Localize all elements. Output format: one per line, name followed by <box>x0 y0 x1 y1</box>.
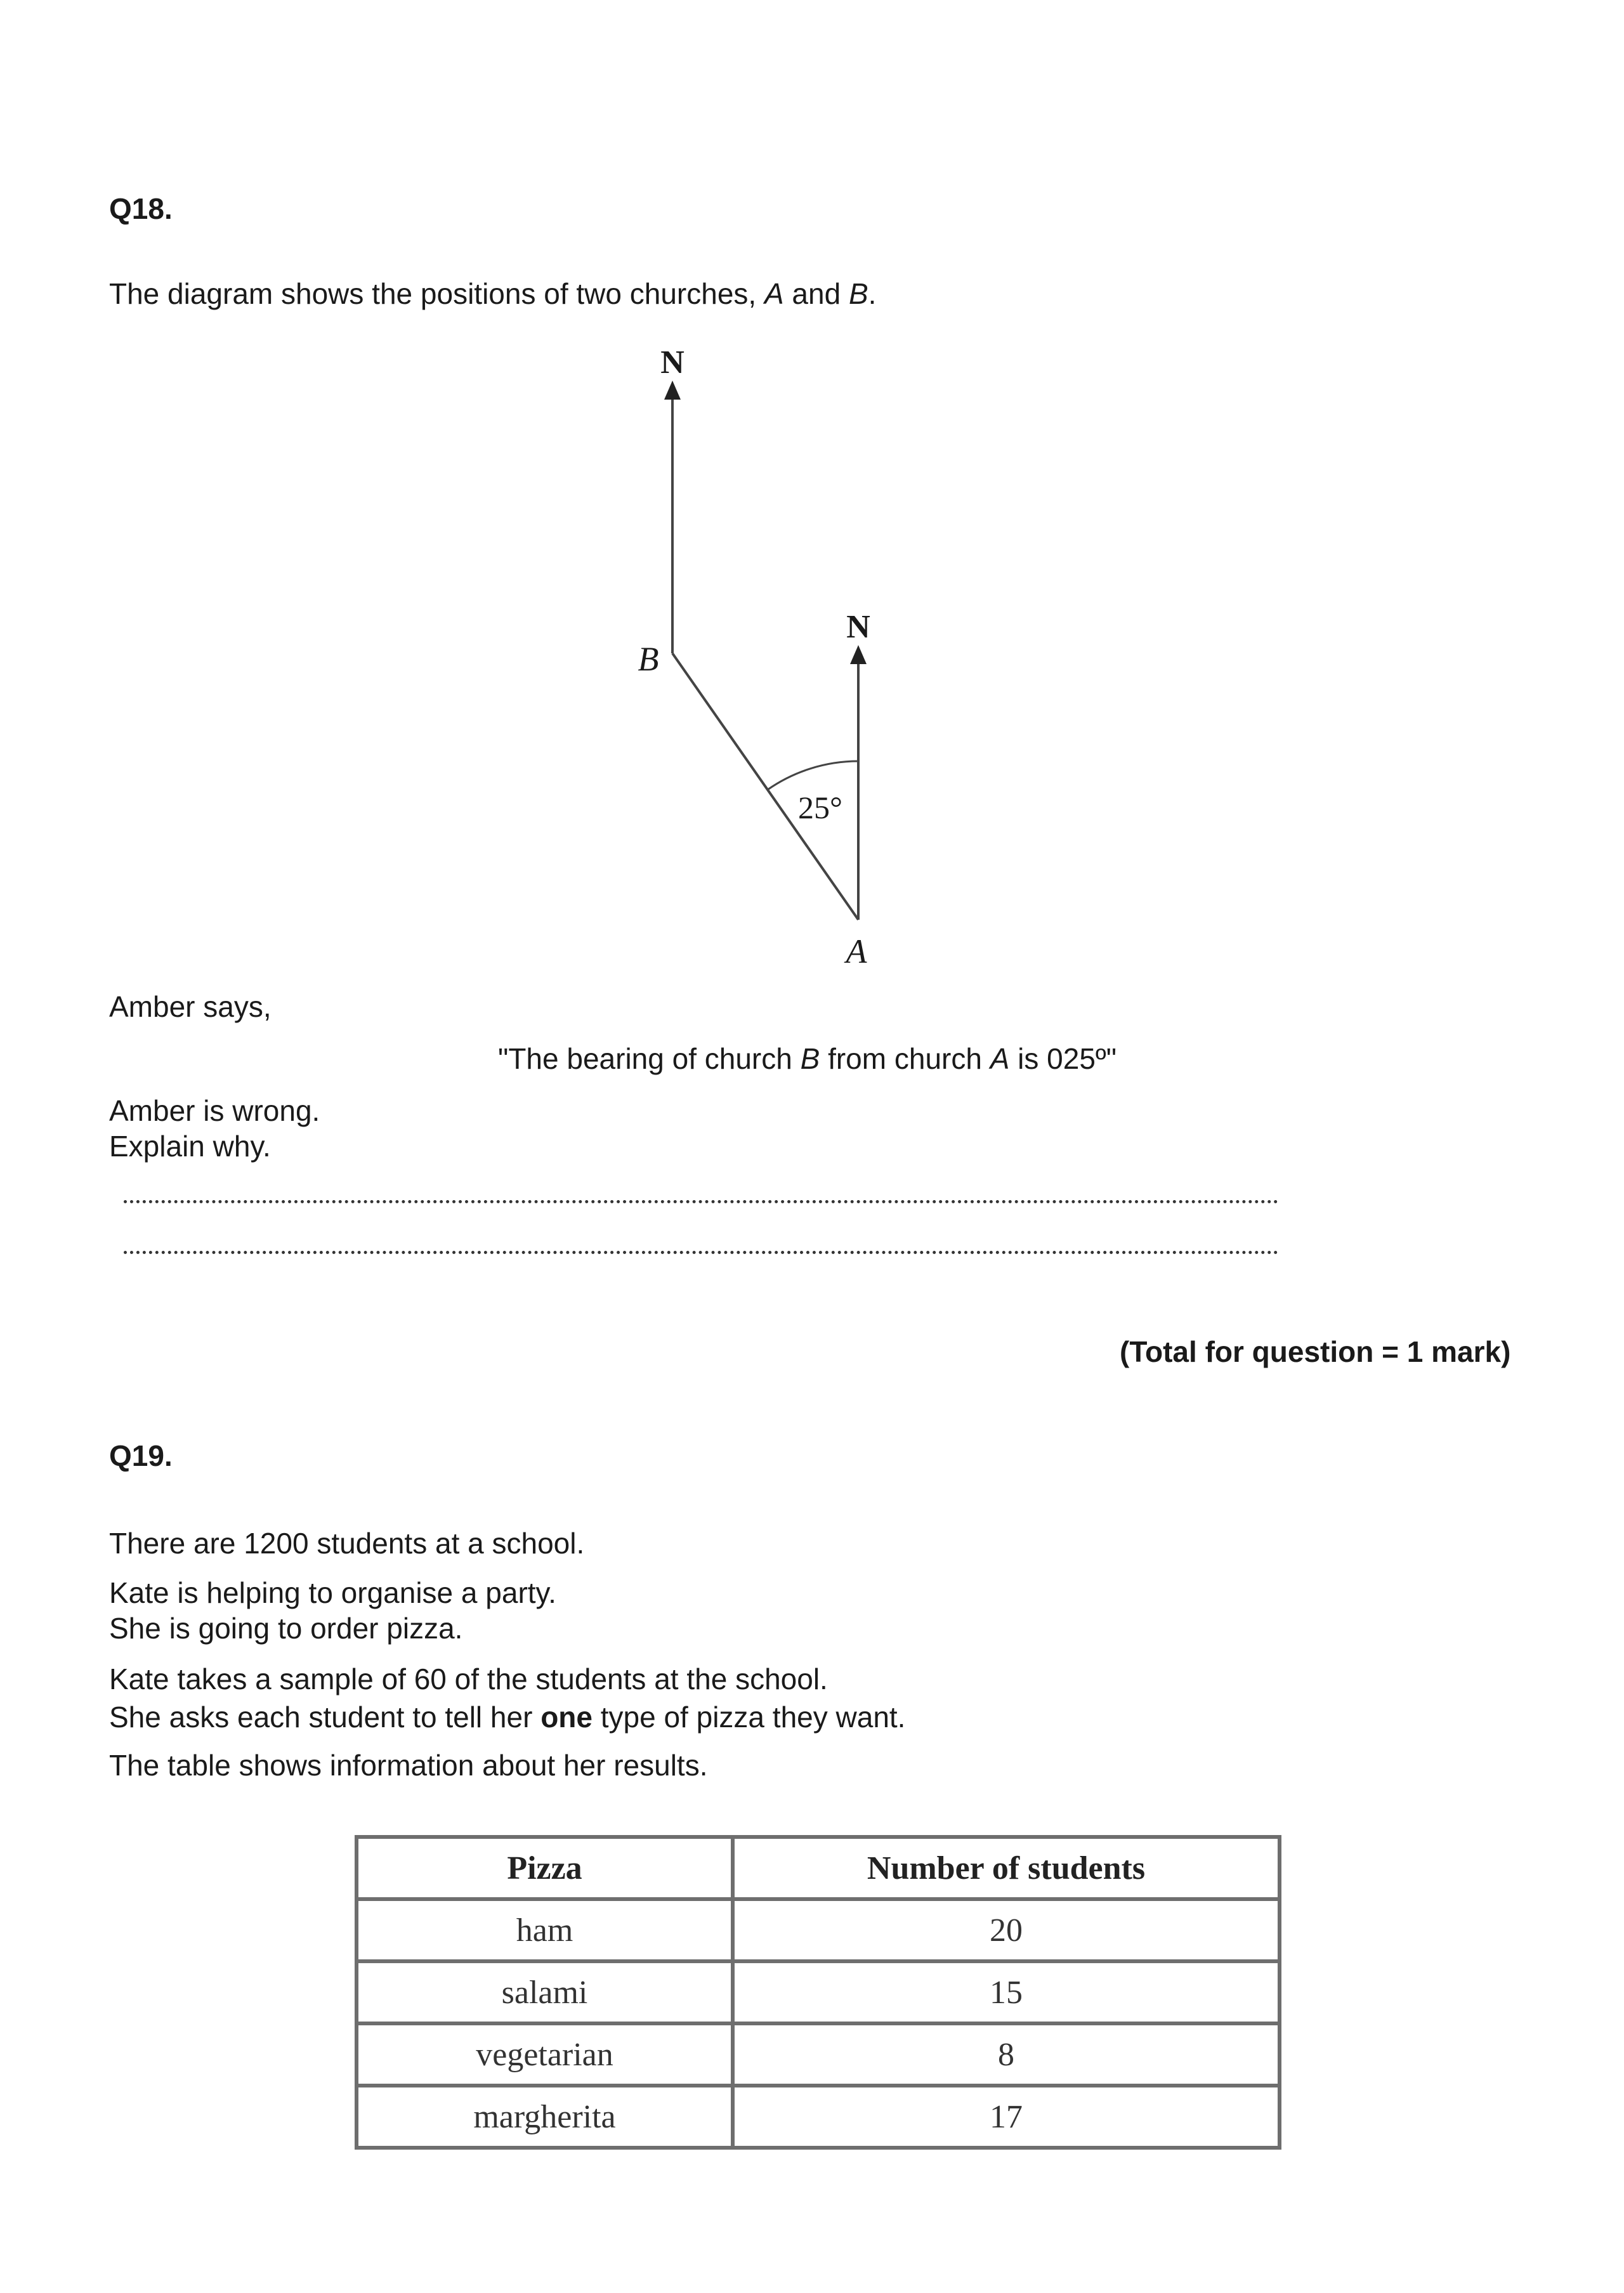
angle-arc <box>768 761 858 790</box>
table-row <box>357 1899 1280 1961</box>
point-a-label: A <box>846 932 867 970</box>
cell-pizza: margherita <box>357 2086 733 2148</box>
header-number-of-students: Number of students <box>733 1837 1280 1899</box>
pizza-results-table <box>355 1835 1281 2150</box>
table-row <box>357 2086 1280 2148</box>
north-arrow-b-icon <box>664 381 681 400</box>
q18-total-marks: (Total for question = 1 mark) <box>1120 1335 1511 1368</box>
angle-label: 25° <box>798 790 842 825</box>
q19-line-6: The table shows information about her results. <box>109 1749 708 1782</box>
q18-intro-end: . <box>868 277 877 310</box>
table-header-row <box>357 1837 1280 1899</box>
cell-pizza: vegetarian <box>357 2023 733 2086</box>
q18-intro-main: The diagram shows the positions of two churches, <box>109 277 764 310</box>
q19-line-5-start: She asks each student to tell her <box>109 1701 541 1734</box>
north-arrow-a-icon <box>850 645 867 664</box>
q19-line-2: Kate is helping to organise a party. <box>109 1576 556 1609</box>
quote-a: A <box>990 1042 1010 1075</box>
table-row <box>357 1961 1280 2023</box>
quote-start: "The bearing of church <box>498 1042 801 1075</box>
answer-line-1[interactable] <box>124 1200 1278 1203</box>
explain-why: Explain why. <box>109 1130 271 1163</box>
q19-line-5-bold: one <box>540 1701 593 1734</box>
quote-mid: from church <box>820 1042 990 1075</box>
cell-count: 15 <box>733 1961 1280 2023</box>
q19-line-1: There are 1200 students at a school. <box>109 1527 585 1560</box>
q19-line-5 <box>109 1700 905 1735</box>
q19-line-5-end: type of pizza they want. <box>592 1701 906 1734</box>
question-19-number: Q19. <box>109 1439 173 1472</box>
question-18-number: Q18. <box>109 192 173 225</box>
bearing-diagram <box>0 0 1624 990</box>
quote-end: is 025º" <box>1009 1042 1117 1075</box>
q19-line-3: She is going to order pizza. <box>109 1612 463 1645</box>
q18-intro-a: A <box>764 277 784 310</box>
answer-line-2[interactable] <box>124 1251 1278 1254</box>
cell-pizza: salami <box>357 1961 733 2023</box>
north-label-b: N <box>660 344 684 381</box>
q18-intro-b: B <box>848 277 868 310</box>
q18-intro-and: and <box>783 277 849 310</box>
q19-line-4: Kate takes a sample of 60 of the students at the school. <box>109 1663 828 1695</box>
cell-count: 20 <box>733 1899 1280 1961</box>
cell-pizza: ham <box>357 1899 733 1961</box>
amber-says: Amber says, <box>109 990 272 1023</box>
header-pizza: Pizza <box>357 1837 733 1899</box>
table-row <box>357 2023 1280 2086</box>
cell-count: 8 <box>733 2023 1280 2086</box>
cell-count: 17 <box>733 2086 1280 2148</box>
quote-b: B <box>800 1042 820 1075</box>
amber-wrong: Amber is wrong. <box>109 1094 320 1127</box>
point-b-label: B <box>638 640 659 678</box>
line-a-to-b <box>672 653 858 920</box>
amber-quote <box>498 1042 1116 1076</box>
north-label-a: N <box>846 609 870 645</box>
